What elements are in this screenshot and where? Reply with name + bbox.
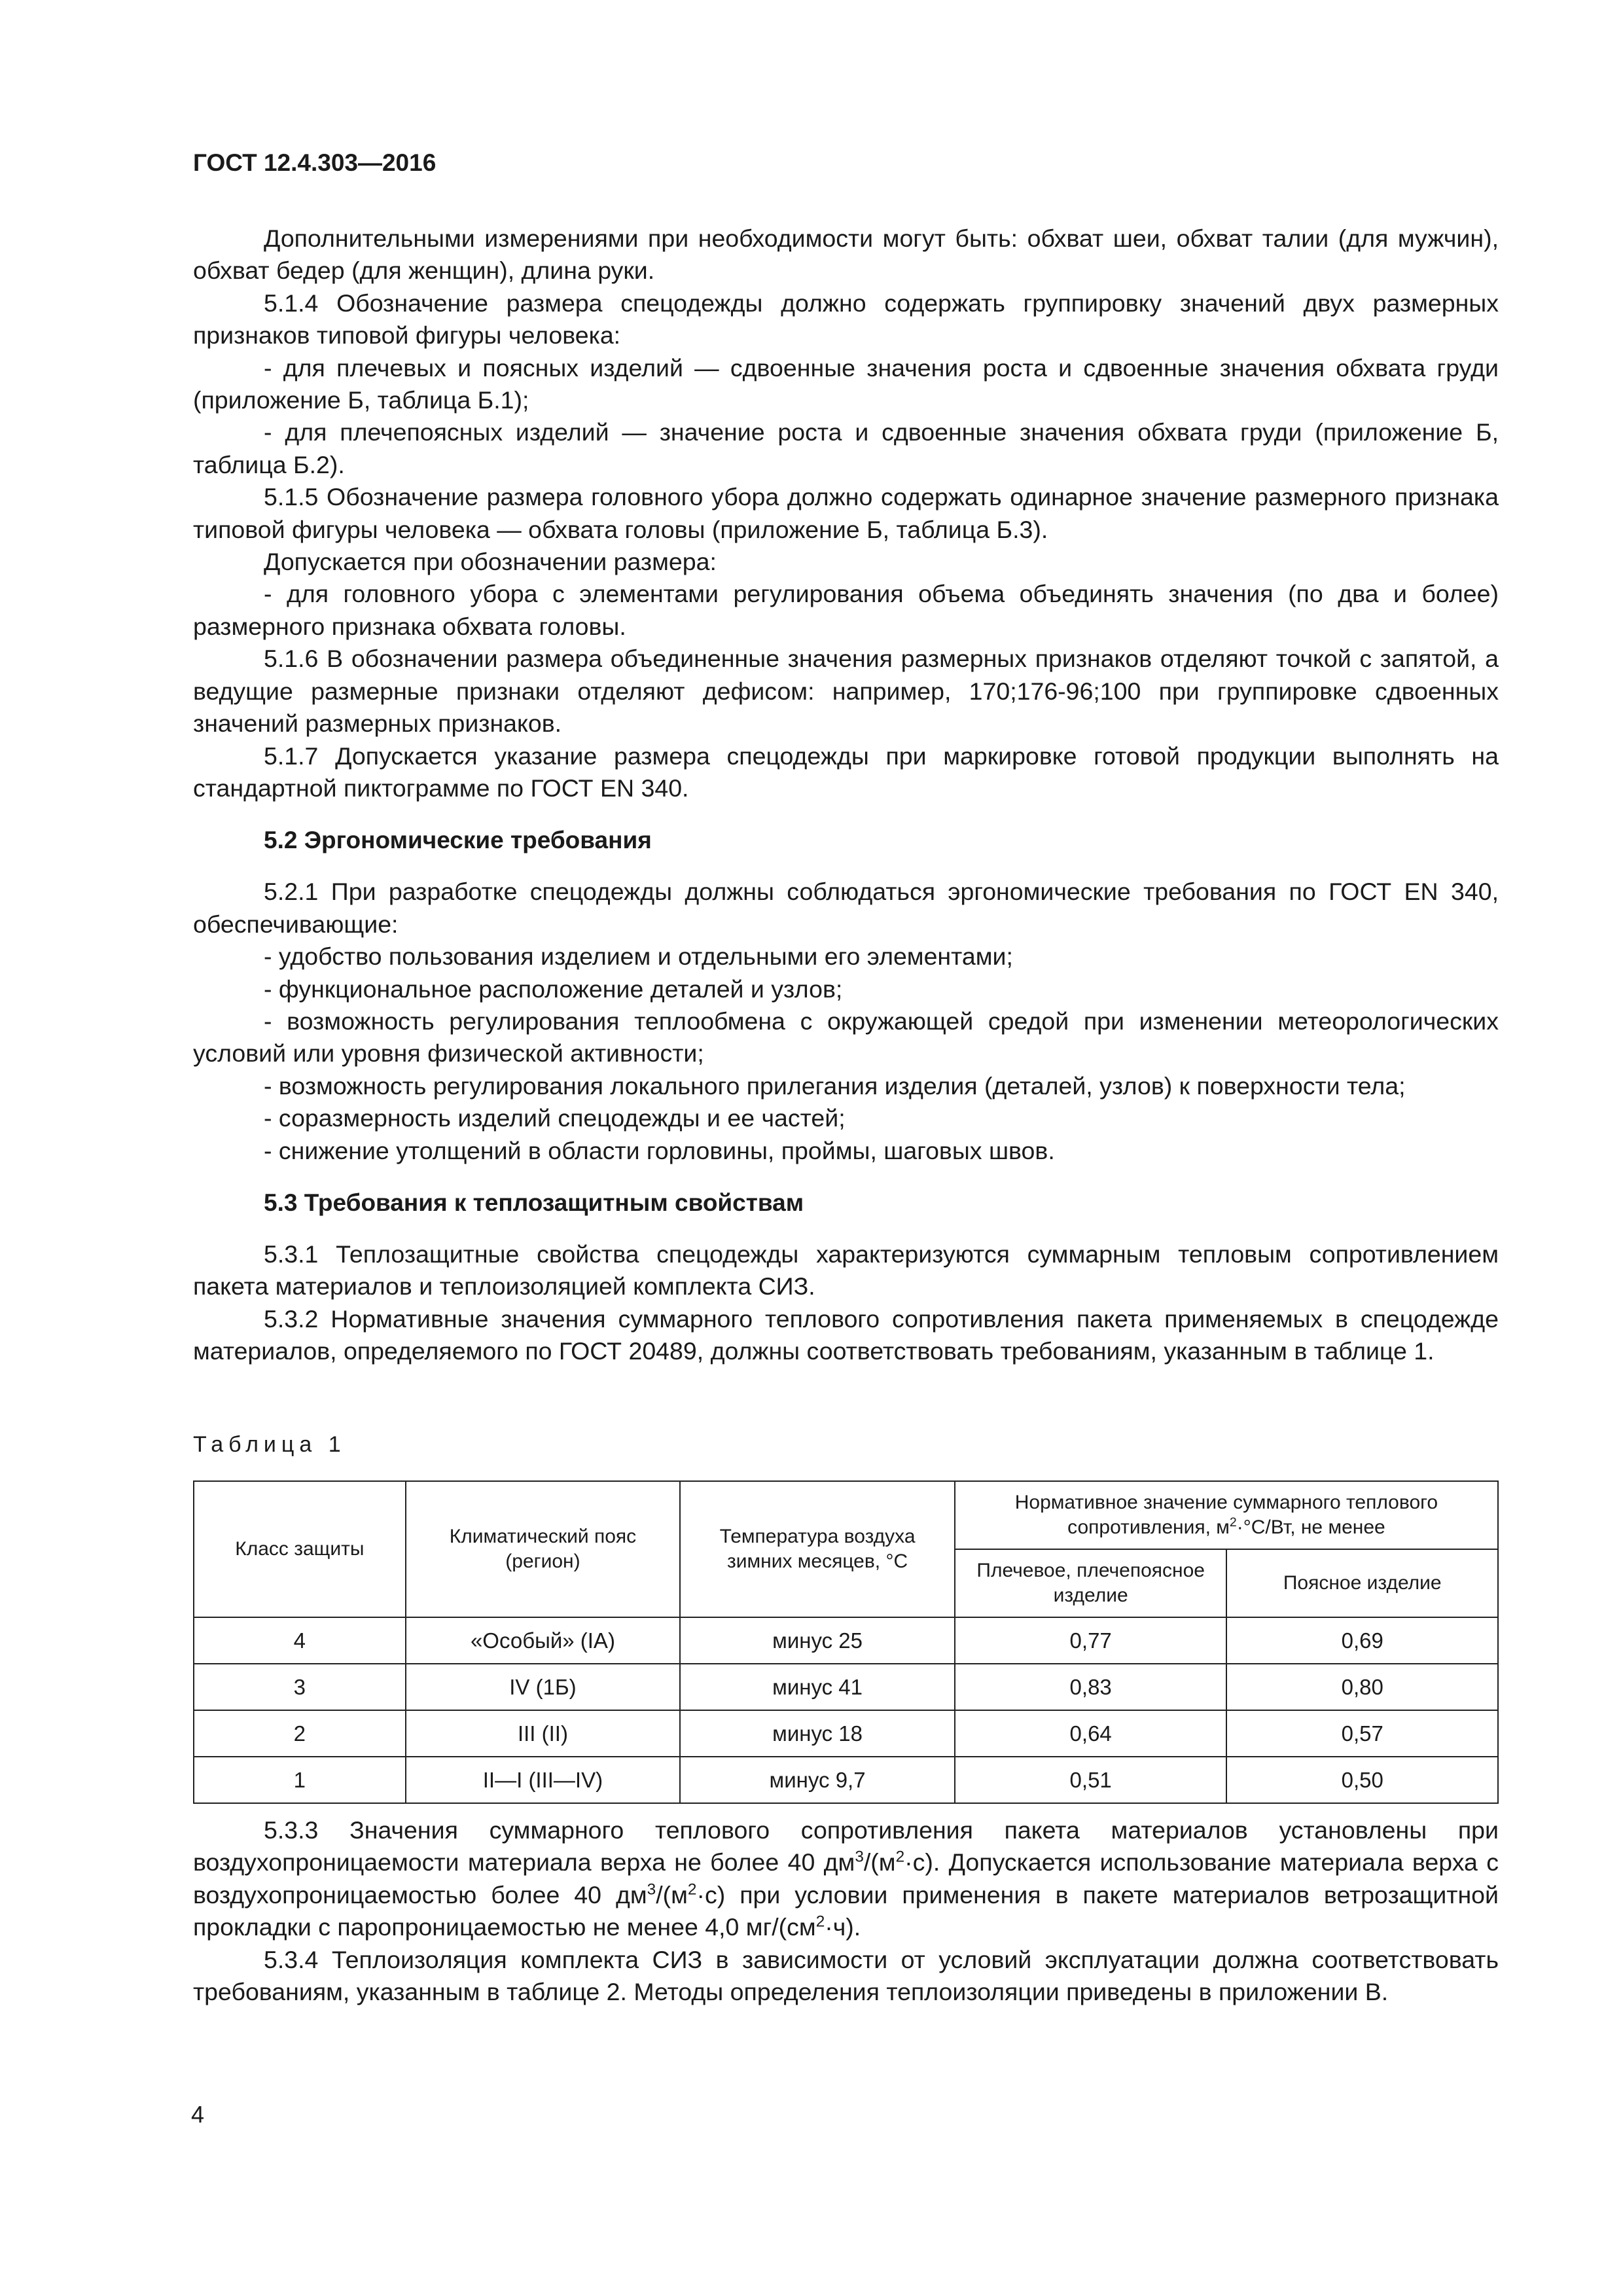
text-run: /(м bbox=[863, 1848, 896, 1876]
page-number: 4 bbox=[191, 2101, 205, 2128]
column-header-zone: Климатический пояс (регион) bbox=[406, 1481, 681, 1617]
list-item: - удобство пользования изделием и отдельными его элементами; bbox=[264, 942, 1013, 971]
paragraph: 5.1.4 Обозначение размера спецодежды должно содержать группировку значений двух размерных признаков типовой фигуры человека: bbox=[193, 289, 1499, 350]
table-cell: «Особый» (IA) bbox=[406, 1617, 681, 1664]
list-item: - для головного убора с элементами регулирования объема объединять значения (по два и более) размерного признака обхвата головы. bbox=[193, 580, 1499, 640]
paragraph: 5.3.2 Нормативные значения суммарного теплового сопротивления пакета применяемых в спецодежде материалов, определяемого по ГОСТ 20489, должны соответствовать требованиям, указанным в таблице 1. bbox=[193, 1304, 1499, 1365]
paragraph: 5.1.6 В обозначении размера объединенные значения размерных признаков отделяют точкой с запятой, а ведущие размерные признаки отделяют дефисом: например, 170;176-96;100 при группировке сдвоенных значений размерных признаков. bbox=[193, 645, 1499, 738]
superscript: 2 bbox=[687, 1880, 697, 1899]
list-item: - соразмерность изделий спецодежды и ее частей; bbox=[264, 1104, 846, 1132]
superscript: 3 bbox=[855, 1848, 864, 1866]
table-cell: минус 18 bbox=[680, 1710, 955, 1757]
paragraph: 5.1.7 Допускается указание размера спецодежды при маркировке готовой продукции выполнять на стандартной пиктограмме по ГОСТ EN 340. bbox=[193, 742, 1499, 802]
table-cell: 4 bbox=[194, 1617, 406, 1664]
table-cell: III (II) bbox=[406, 1710, 681, 1757]
table-cell: II—I (III—IV) bbox=[406, 1757, 681, 1803]
bottom-text bbox=[193, 1814, 1499, 2008]
paragraph: Дополнительными измерениями при необходимости могут быть: обхват шеи, обхват талии (для мужчин), обхват бедер (для женщин), длина руки. bbox=[193, 224, 1499, 285]
table-cell: IV (1Б) bbox=[406, 1664, 681, 1710]
data-table bbox=[193, 1480, 1499, 1804]
paragraph: 5.1.5 Обозначение размера головного убора должно содержать одинарное значение размерного признака типовой фигуры человека — обхвата головы (приложение Б, таблица Б.3). bbox=[193, 483, 1499, 543]
table-row bbox=[194, 1617, 1498, 1664]
table-cell: 0,69 bbox=[1226, 1617, 1498, 1664]
text-run: /(м bbox=[656, 1880, 688, 1909]
list-item: - для плечевых и поясных изделий — сдвоенные значения роста и сдвоенные значения обхвата груди (приложение Б, таблица Б.1); bbox=[193, 353, 1499, 414]
paragraph: 5.3.1 Теплозащитные свойства спецодежды характеризуются суммарным тепловым сопротивлением пакета материалов и теплоизоляцией комплекта СИЗ. bbox=[193, 1240, 1499, 1300]
text-run: ·с). Допускается использование материала верха с воздухопроницаемостью более 40 дм bbox=[193, 1848, 1499, 1909]
table-cell: 0,83 bbox=[955, 1664, 1227, 1710]
table-cell: 0,64 bbox=[955, 1710, 1227, 1757]
text-run: ·с) при условии применения в пакете материалов ветрозащитной прокладки с паропроницаемостью не менее 4,0 мг/(см bbox=[193, 1880, 1499, 1941]
paragraph: Допускается при обозначении размера: bbox=[264, 548, 717, 576]
header-text: Нормативное значение суммарного теплового сопротивления, м bbox=[1014, 1492, 1438, 1538]
list-item: - функциональное расположение деталей и узлов; bbox=[264, 975, 843, 1003]
section-heading: 5.2 Эргономические требования bbox=[264, 827, 652, 854]
column-header-shoulder: Плечевое, плечепоясное изделие bbox=[955, 1549, 1227, 1617]
document-header: ГОСТ 12.4.303—2016 bbox=[193, 149, 437, 176]
list-item: - снижение утолщений в области горловины, проймы, шаговых швов. bbox=[264, 1136, 1055, 1164]
table-cell: 2 bbox=[194, 1710, 406, 1757]
column-header-class: Класс защиты bbox=[194, 1481, 406, 1617]
section-heading: 5.3 Требования к теплозащитным свойствам bbox=[264, 1189, 804, 1216]
table-row bbox=[194, 1710, 1498, 1757]
column-header-temp: Температура воздуха зимних месяцев, °С bbox=[680, 1481, 955, 1617]
list-item: - возможность регулирования теплообмена с окружающей средой при изменении метеорологических условий или уровня физической активности; bbox=[193, 1007, 1499, 1067]
table-cell: 3 bbox=[194, 1664, 406, 1710]
table-cell: 0,77 bbox=[955, 1617, 1227, 1664]
paragraph: 5.2.1 При разработке спецодежды должны соблюдаться эргономические требования по ГОСТ EN 340, обеспечивающие: bbox=[193, 878, 1499, 938]
table-cell: 0,57 bbox=[1226, 1710, 1498, 1757]
table-cell: 1 bbox=[194, 1757, 406, 1803]
list-item: - возможность регулирования локального прилегания изделия (деталей, узлов) к поверхности тела; bbox=[264, 1071, 1406, 1100]
text-run: 5.3.3 Значения суммарного теплового сопротивления пакета материалов установлены при воздухопроницаемости материала верха не более 40 дм bbox=[193, 1816, 1499, 1876]
body-text bbox=[193, 223, 1499, 1368]
table-cell: минус 9,7 bbox=[680, 1757, 955, 1803]
superscript: 2 bbox=[1229, 1515, 1237, 1530]
table-cell: минус 41 bbox=[680, 1664, 955, 1710]
table-caption: Таблица 1 bbox=[193, 1432, 346, 1457]
header-text: ·°С/Вт, не менее bbox=[1236, 1516, 1385, 1538]
paragraph bbox=[193, 1814, 1499, 1944]
column-header-waist: Поясное изделие bbox=[1226, 1549, 1498, 1617]
superscript: 3 bbox=[647, 1880, 656, 1899]
table-cell: минус 25 bbox=[680, 1617, 955, 1664]
list-item: - для плечепоясных изделий — значение роста и сдвоенные значения обхвата груди (приложение Б, таблица Б.2). bbox=[193, 418, 1499, 478]
table-cell: 0,51 bbox=[955, 1757, 1227, 1803]
table-cell: 0,50 bbox=[1226, 1757, 1498, 1803]
table-row bbox=[194, 1757, 1498, 1803]
superscript: 2 bbox=[815, 1912, 825, 1931]
paragraph: 5.3.4 Теплоизоляция комплекта СИЗ в зависимости от условий эксплуатации должна соответствовать требованиям, указанным в таблице 2. Методы определения теплоизоляции приведены в приложении В. bbox=[193, 1945, 1499, 2006]
column-header-norm bbox=[955, 1481, 1498, 1549]
text-run: ·ч). bbox=[825, 1913, 861, 1941]
table-cell: 0,80 bbox=[1226, 1664, 1498, 1710]
table-row bbox=[194, 1664, 1498, 1710]
superscript: 2 bbox=[895, 1848, 905, 1866]
